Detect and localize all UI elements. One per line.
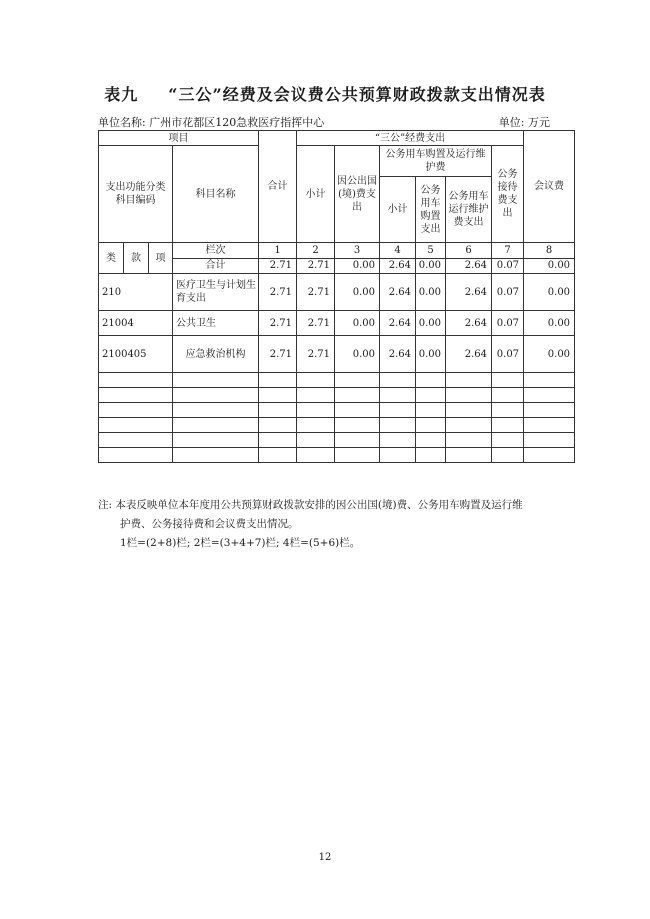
cell-value: 0.00 (524, 336, 575, 373)
title-text: “三公”经费及会议费公共预算财政拨款支出情况表 (168, 85, 546, 104)
row-name: 合计 (173, 258, 259, 274)
header-lei: 类 (99, 243, 124, 274)
row-code: 2100405 (99, 336, 173, 373)
header-row-2 (99, 146, 575, 177)
cell-value: 2.71 (297, 274, 335, 311)
note-line: 注: 本表反映单位本年度用公共预算财政拨款安排的因公出国(境)费、公务用车购置及运行维 (98, 499, 523, 511)
cell-value: 2.64 (446, 258, 492, 274)
cell-value: 0.00 (416, 336, 446, 373)
header-project: 项目 (99, 131, 259, 146)
col-number: 8 (524, 243, 575, 259)
header-xiang: 项 (149, 243, 173, 274)
col-number: 4 (380, 243, 416, 259)
header-vehicle-subtotal: 小计 (380, 177, 416, 243)
empty-row (99, 448, 575, 463)
cell-value: 2.71 (259, 258, 297, 274)
row-name: 应急救治机构 (173, 336, 259, 373)
cell-value: 2.64 (446, 336, 492, 373)
header-func-code: 支出功能分类科目编码 (99, 146, 173, 243)
unit-row (98, 114, 558, 130)
empty-row (99, 403, 575, 418)
cell-value: 0.00 (524, 258, 575, 274)
table-number: 表九 (104, 85, 139, 104)
unit-name-label: 单位名称: (98, 116, 146, 129)
header-reception: 公务接待费支出 (492, 146, 524, 243)
header-subject: 科目名称 (173, 146, 259, 243)
note-formula: 1栏=(2+8)栏; 2栏=(3+4+7)栏; 4栏=(5+6)栏。 (120, 537, 361, 549)
header-sangong: “三公”经费支出 (297, 131, 524, 146)
empty-row (99, 418, 575, 433)
cell-value: 0.07 (492, 274, 524, 311)
cell-value: 2.64 (380, 258, 416, 274)
cell-value: 2.71 (259, 311, 297, 336)
cell-value: 2.71 (259, 336, 297, 373)
cell-value: 2.71 (297, 258, 335, 274)
empty-row (99, 373, 575, 388)
cell-value: 2.71 (297, 311, 335, 336)
unit-name: 广州市花都区120急救医疗指挥中心 (149, 116, 325, 129)
header-kuan: 款 (124, 243, 149, 274)
sangong-table (98, 130, 575, 463)
cell-value: 0.00 (524, 311, 575, 336)
header-vehicle-buy: 公务用车购置支出 (416, 177, 446, 243)
cell-value: 0.07 (492, 311, 524, 336)
cell-value: 2.71 (297, 336, 335, 373)
cell-value: 0.00 (416, 258, 446, 274)
cell-value: 2.64 (446, 274, 492, 311)
cell-value: 0.07 (492, 258, 524, 274)
cell-value: 2.64 (380, 274, 416, 311)
header-meeting: 会议费 (524, 131, 575, 243)
cell-value: 2.71 (259, 274, 297, 311)
column-number-row (99, 243, 575, 259)
header-row-1 (99, 131, 575, 146)
empty-row (99, 388, 575, 403)
cell-value: 2.64 (380, 336, 416, 373)
document-title (0, 82, 650, 105)
col-number: 2 (297, 243, 335, 259)
row-name: 医疗卫生与计划生育支出 (173, 274, 259, 311)
cell-value: 2.64 (380, 311, 416, 336)
cell-value: 0.00 (416, 311, 446, 336)
cell-value: 0.07 (492, 336, 524, 373)
row-name: 公共卫生 (173, 311, 259, 336)
cell-value: 0.00 (524, 274, 575, 311)
row-code: 210 (99, 274, 173, 311)
cell-value: 0.00 (335, 336, 380, 373)
note-line: 护费、公务接待费和会议费支出情况。 (120, 518, 299, 530)
cell-value: 0.00 (416, 274, 446, 311)
header-vehicle-run: 公务用车运行维护费支出 (446, 177, 492, 243)
header-subtotal: 小计 (297, 146, 335, 243)
col-number: 6 (446, 243, 492, 259)
table-row (99, 274, 575, 311)
col-number: 7 (492, 243, 524, 259)
col-number: 3 (335, 243, 380, 259)
currency-unit: 单位: 万元 (498, 116, 550, 129)
header-total: 合计 (259, 131, 297, 243)
header-abroad: 因公出国(境)费支出 (335, 146, 380, 243)
empty-row (99, 433, 575, 448)
cell-value: 0.00 (335, 311, 380, 336)
table-row (99, 311, 575, 336)
row-code: 21004 (99, 311, 173, 336)
page-number: 12 (318, 852, 332, 863)
column-label: 栏次 (173, 243, 259, 259)
header-vehicle-group: 公务用车购置及运行维护费 (380, 146, 492, 177)
cell-value: 0.00 (335, 258, 380, 274)
col-number: 5 (416, 243, 446, 259)
cell-value: 0.00 (335, 274, 380, 311)
cell-value: 2.64 (446, 311, 492, 336)
table-row (99, 336, 575, 373)
col-number: 1 (259, 243, 297, 259)
table-note (98, 496, 568, 553)
